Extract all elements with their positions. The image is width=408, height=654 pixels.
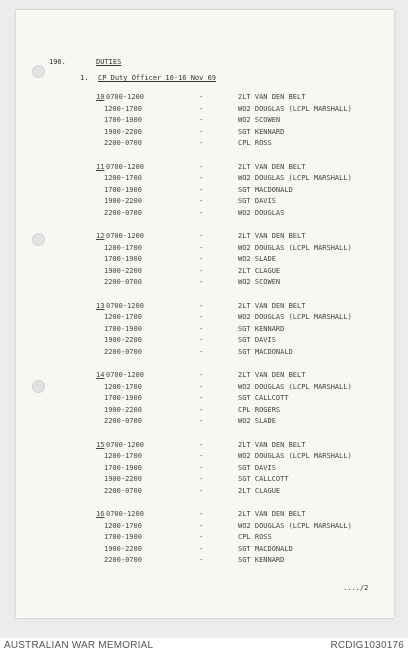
duty-assignee: WO2 DOUGLAS [238,208,285,217]
day-date: 15 [96,440,105,449]
duty-assignee: WO2 DOUGLAS (LCPL MARSHALL) [238,521,352,530]
duty-assignee: SGT DAVIS [238,336,276,344]
day-date: 13 [96,301,105,310]
shift-time: 1700-1900 [104,463,142,472]
shift-time: 1200-1700 [104,104,142,113]
row-dash: - [199,544,204,553]
shift-time: 1700-1900 [104,185,142,194]
shift-time: 1200-1700 [104,452,142,460]
shift-time: 0700-1200 [106,371,144,379]
shift-time: 1700-1900 [104,394,142,402]
duty-assignee: CPL ROGERS [238,405,281,414]
punch-hole [32,65,45,78]
page-number: 196. [49,58,66,66]
row-dash: - [199,475,204,483]
duty-assignee: WO2 DOUGLAS (LCPL MARSHALL) [238,243,352,252]
duty-assignee: 2LT CLAGUE [238,486,281,495]
duty-assignee: SGT DAVIS [238,197,276,205]
shift-time: 2200-0700 [104,556,142,564]
duty-assignee: WO2 SLADE [238,255,276,263]
shift-time: 2200-0700 [104,347,142,356]
row-dash: - [199,394,204,402]
row-dash: - [199,162,204,171]
day-date: 16 [96,510,105,518]
duty-assignee: 2LT VAN DEN BELT [238,510,306,518]
row-dash: - [199,197,204,205]
shift-time: 1900-2200 [104,336,142,344]
row-dash: - [199,486,204,495]
row-dash: - [199,510,204,518]
duty-assignee: SGT CALLCOTT [238,394,289,402]
shift-time: 1700-1900 [104,324,142,333]
row-dash: - [199,266,204,275]
row-dash: - [199,324,204,333]
duty-assignee: WO2 DOUGLAS (LCPL MARSHALL) [238,174,352,182]
shift-time: 1900-2200 [104,266,142,275]
row-dash: - [199,255,204,263]
duty-assignee: WO2 SCOWEN [238,116,281,124]
row-dash: - [199,232,204,240]
shift-time: 1200-1700 [104,521,142,530]
row-dash: - [199,440,204,449]
item-title: CP Duty Officer 10-16 Nov 69 [98,74,217,82]
day-date: 10 [96,93,105,101]
duty-assignee: 2LT VAN DEN BELT [238,301,306,310]
shift-time: 1200-1700 [104,382,142,391]
archive-name: AUSTRALIAN WAR MEMORIAL [4,640,154,651]
shift-time: 2200-0700 [104,417,142,425]
row-dash: - [199,243,204,252]
row-dash: - [199,174,204,182]
row-dash: - [199,417,204,425]
shift-time: 0700-1200 [106,232,144,240]
shift-time: 0700-1200 [106,162,144,171]
shift-time: 1200-1700 [104,313,142,321]
duty-assignee: 2LT VAN DEN BELT [238,371,306,379]
row-dash: - [199,533,204,541]
shift-time: 1200-1700 [104,243,142,252]
duty-assignee: 2LT VAN DEN BELT [238,232,306,240]
row-dash: - [199,127,204,136]
duty-assignee: 2LT VAN DEN BELT [238,93,306,101]
day-date: 11 [96,162,105,171]
row-dash: - [199,405,204,414]
duty-assignee: SGT MACDONALD [238,185,293,194]
shift-time: 1900-2200 [104,405,142,414]
duty-assignee: WO2 DOUGLAS (LCPL MARSHALL) [238,382,352,391]
shift-time: 0700-1200 [106,93,144,101]
shift-time: 1700-1900 [104,255,142,263]
row-dash: - [199,301,204,310]
duty-assignee: SGT KENNARD [238,324,285,333]
duty-assignee: CPL ROSS [238,139,272,147]
punch-hole [32,380,45,393]
shift-time: 1900-2200 [104,197,142,205]
shift-time: 1700-1900 [104,533,142,541]
shift-time: 2200-0700 [104,486,142,495]
duty-assignee: WO2 SLADE [238,417,276,425]
row-dash: - [199,185,204,194]
duty-assignee: SGT CALLCOTT [238,475,289,483]
row-dash: - [199,556,204,564]
duty-assignee: WO2 DOUGLAS (LCPL MARSHALL) [238,313,352,321]
row-dash: - [199,463,204,472]
duty-assignee: SGT KENNARD [238,556,285,564]
row-dash: - [199,347,204,356]
duty-assignee: 2LT VAN DEN BELT [238,162,306,171]
punch-hole [32,233,45,246]
shift-time: 0700-1200 [106,510,144,518]
shift-time: 2200-0700 [104,278,142,286]
row-dash: - [199,208,204,217]
duty-assignee: 2LT CLAGUE [238,266,281,275]
shift-time: 1200-1700 [104,174,142,182]
row-dash: - [199,382,204,391]
row-dash: - [199,104,204,113]
duty-assignee: WO2 DOUGLAS (LCPL MARSHALL) [238,452,352,460]
duty-assignee: 2LT VAN DEN BELT [238,440,306,449]
row-dash: - [199,116,204,124]
row-dash: - [199,336,204,344]
duty-assignee: WO2 SCOWEN [238,278,281,286]
shift-time: 0700-1200 [106,301,144,310]
day-date: 14 [96,371,105,379]
shift-time: 2200-0700 [104,208,142,217]
duty-assignee: WO2 DOUGLAS (LCPL MARSHALL) [238,104,352,113]
row-dash: - [199,521,204,530]
item-number: 1. [80,74,89,82]
row-dash: - [199,139,204,147]
day-date: 12 [96,232,105,240]
row-dash: - [199,93,204,101]
archive-reference: RCDIG1030176 [330,640,404,651]
archive-footer [0,638,408,654]
shift-time: 1900-2200 [104,127,142,136]
row-dash: - [199,371,204,379]
shift-time: 2200-0700 [104,139,142,147]
shift-time: 1900-2200 [104,544,142,553]
duty-assignee: CPL ROSS [238,533,272,541]
duty-assignee: SGT DAVIS [238,463,276,472]
row-dash: - [199,313,204,321]
row-dash: - [199,452,204,460]
duty-assignee: SGT MACDONALD [238,347,293,356]
duty-assignee: SGT KENNARD [238,127,285,136]
shift-time: 0700-1200 [106,440,144,449]
shift-time: 1900-2200 [104,475,142,483]
section-title: DUTIES [96,58,122,66]
shift-time: 1700-1900 [104,116,142,124]
duty-assignee: SGT MACDONALD [238,544,293,553]
continuation-marker: ..../2 [343,584,369,592]
row-dash: - [199,278,204,286]
